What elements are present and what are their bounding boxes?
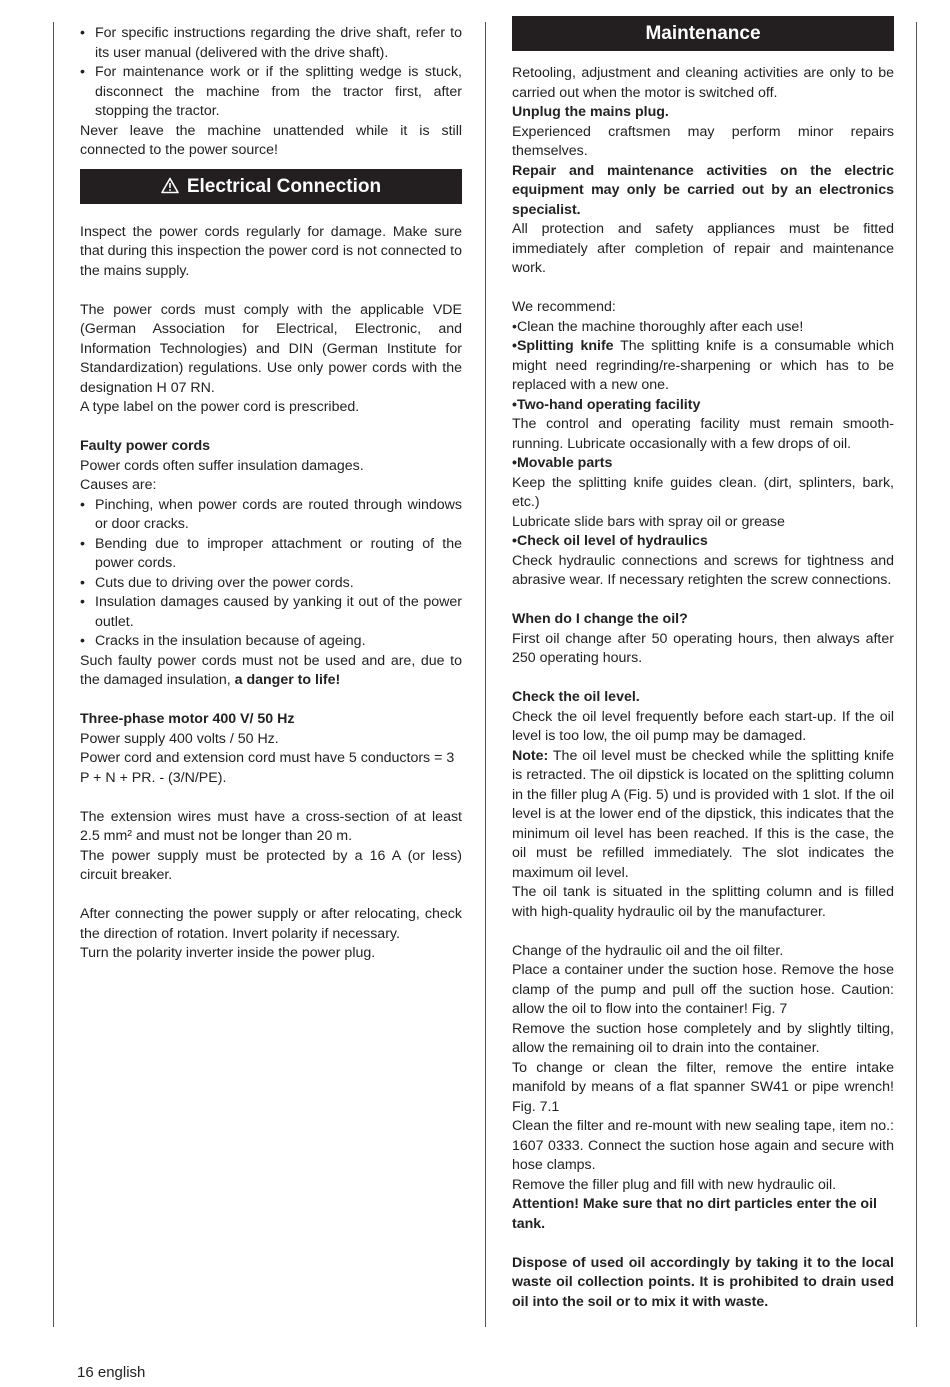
warning-icon xyxy=(161,177,179,194)
oil-tank-text: The oil tank is situated in the splitting column and is filled with high-quality hydraulic oil by the manufacturer. xyxy=(512,884,894,920)
filler-plug-text: Remove the filler plug and fill with new hydraulic oil. xyxy=(512,1176,837,1193)
change-filter-text: Change of the hydraulic oil and the oil filter. xyxy=(512,942,784,959)
right-margin-rule xyxy=(916,22,917,1327)
inspect-text: Inspect the power cords regularly for damage. Make sure that during this inspection the power cord is not connected to the mains supply. xyxy=(80,223,462,279)
top-bullet-list xyxy=(80,24,462,122)
list-item: • Cuts due to driving over the power cords. xyxy=(80,574,462,594)
list-item: • Cracks in the insulation because of ageing. xyxy=(80,632,462,652)
recommend-text: We recommend: xyxy=(512,299,616,315)
faulty-warning-text: Such faulty power cords must not be used and are, due to the damaged insulation, a danger to life! xyxy=(80,652,462,688)
oil-level-text: Check the oil level frequently before each start-up. If the oil level is too low, the oil pump may be damaged. xyxy=(512,708,894,744)
hydraulics-text: Check hydraulic connections and screws for tightness and abrasive wear. If necessary retighten the screw connections. xyxy=(512,552,894,588)
maintenance-heading: Maintenance xyxy=(512,16,894,51)
electrical-connection-title: Electrical Connection xyxy=(186,175,382,197)
lubricate-text: Lubricate slide bars with spray oil or grease xyxy=(512,513,785,530)
type-label-text: A type label on the power cord is prescribed. xyxy=(80,399,360,415)
two-hand-text: The control and operating facility must remain smooth-running. Lubricate occasionally with a few drops of oil. xyxy=(512,416,894,452)
causes-list xyxy=(80,496,462,652)
right-column xyxy=(512,16,894,1312)
dispose-oil-text: Dispose of used oil accordingly by taking it to the local waste oil collection points. It is prohibited to drain used oil into the soil or to mix it with waste. xyxy=(512,1254,894,1310)
oil-level-heading: Check the oil level. xyxy=(512,689,640,705)
faulty-cords-heading: Faulty power cords xyxy=(80,438,211,454)
container-text: Place a container under the suction hose. Remove the hose clamp of the pump and pull off the suction hose. Caution: allow the oil to flow into the container! Fig. 7 xyxy=(512,962,894,1017)
polarity-text: Turn the polarity inverter inside the power plug. xyxy=(80,945,376,961)
two-hand-heading: •Two-hand operating facility xyxy=(512,396,701,413)
danger-to-life-text: a danger to life! xyxy=(234,672,341,688)
comply-text: The power cords must comply with the applicable VDE (German Association for Electrical, Electronic, and Information Technologies) and DIN (German Institute for Standardization) regulations. Use only power cords with the designation H 07 RN. xyxy=(80,301,462,396)
hydraulics-heading: •Check oil level of hydraulics xyxy=(512,533,708,549)
protection-text: All protection and safety appliances must be fitted immediately after completion of repair and maintenance work. xyxy=(512,221,894,276)
extension-text: The extension wires must have a cross-section of at least 2.5 mm² and must not be longer than 20 m. xyxy=(80,808,462,844)
movable-parts-text: Keep the splitting knife guides clean. (dirt, splinters, bark, etc.) xyxy=(512,474,894,510)
protection-text: The power supply must be protected by a 16 A (or less) circuit breaker. xyxy=(80,847,462,883)
list-item: • For specific instructions regarding the drive shaft, refer to its user manual (delivered with the drive shaft). xyxy=(80,24,462,63)
list-item: • Bending due to improper attachment or routing of the power cords. xyxy=(80,535,462,574)
repair-warning-text: Repair and maintenance activities on the electric equipment may only be carried out by an electronics specialist. xyxy=(512,162,894,218)
movable-parts-heading: •Movable parts xyxy=(512,455,613,471)
motor-heading: Three-phase motor 400 V/ 50 Hz xyxy=(80,711,295,727)
note-text: Note: The oil level must be checked while the splitting knife is retracted. The oil dipstick is located on the splitting column in the filler plug A (Fig. 5) und is provided with 1 slot. If the oil level is at the lower end of the dipstick, this indicates that the minimum oil level has been reached. If this is the case, the oil must be refilled immediately. The slot indicates the maximum oil level. xyxy=(512,747,895,881)
left-margin-rule xyxy=(53,22,54,1327)
filter-text: To change or clean the filter, remove the entire intake manifold by means of a flat spanner SW41 or pipe wrench! Fig. 7.1 xyxy=(512,1059,894,1115)
splitting-knife-text: •Splitting knife The splitting knife is a consumable which might need regrinding/re-sharpening or which has to be replaced with a new one. xyxy=(512,338,894,393)
unplug-text: Unplug the mains plug. xyxy=(512,104,669,120)
electrical-connection-heading xyxy=(80,169,462,204)
clean-text: •Clean the machine thoroughly after each use! xyxy=(512,318,804,335)
oil-change-text: First oil change after 50 operating hours, then always after 250 operating hours. xyxy=(512,630,894,666)
center-column-rule xyxy=(485,22,486,1327)
list-item: • Insulation damages caused by yanking it out of the power outlet. xyxy=(80,593,462,632)
list-item: • Pinching, when power cords are routed through windows or door cracks. xyxy=(80,496,462,535)
retooling-text: Retooling, adjustment and cleaning activities are only to be carried out when the motor is switched off. xyxy=(512,65,894,101)
causes-label: Causes are: xyxy=(80,477,157,493)
oil-change-heading: When do I change the oil? xyxy=(512,611,688,627)
never-leave-text: Never leave the machine unattended while it is still connected to the power source! xyxy=(80,122,462,158)
craftsmen-text: Experienced craftsmen may perform minor repairs themselves. xyxy=(512,123,894,159)
faulty-intro-text: Power cords often suffer insulation damages. xyxy=(80,457,364,474)
list-item: • For maintenance work or if the splitting wedge is stuck, disconnect the machine from the tractor first, after stopping the tractor. xyxy=(80,63,462,122)
clean-filter-text: Clean the filter and re-mount with new sealing tape, item no.: 1607 0333. Connect the suction hose again and secure with hose clamps. xyxy=(512,1118,894,1173)
page-footer: 16 english xyxy=(77,1364,146,1381)
attention-text: Attention! Make sure that no dirt particles enter the oil tank. xyxy=(512,1196,877,1232)
motor-cord-text: Power cord and extension cord must have 5 conductors = 3 P + N + PR. - (3/N/PE). xyxy=(80,750,455,786)
remove-hose-text: Remove the suction hose completely and by slightly tilting, allow the remaining oil to drain into the container. xyxy=(512,1020,894,1056)
motor-supply-text: Power supply 400 volts / 50 Hz. xyxy=(80,730,279,747)
rotation-text: After connecting the power supply or after relocating, check the direction of rotation. Invert polarity if necessary. xyxy=(80,906,462,942)
left-column xyxy=(80,24,462,964)
